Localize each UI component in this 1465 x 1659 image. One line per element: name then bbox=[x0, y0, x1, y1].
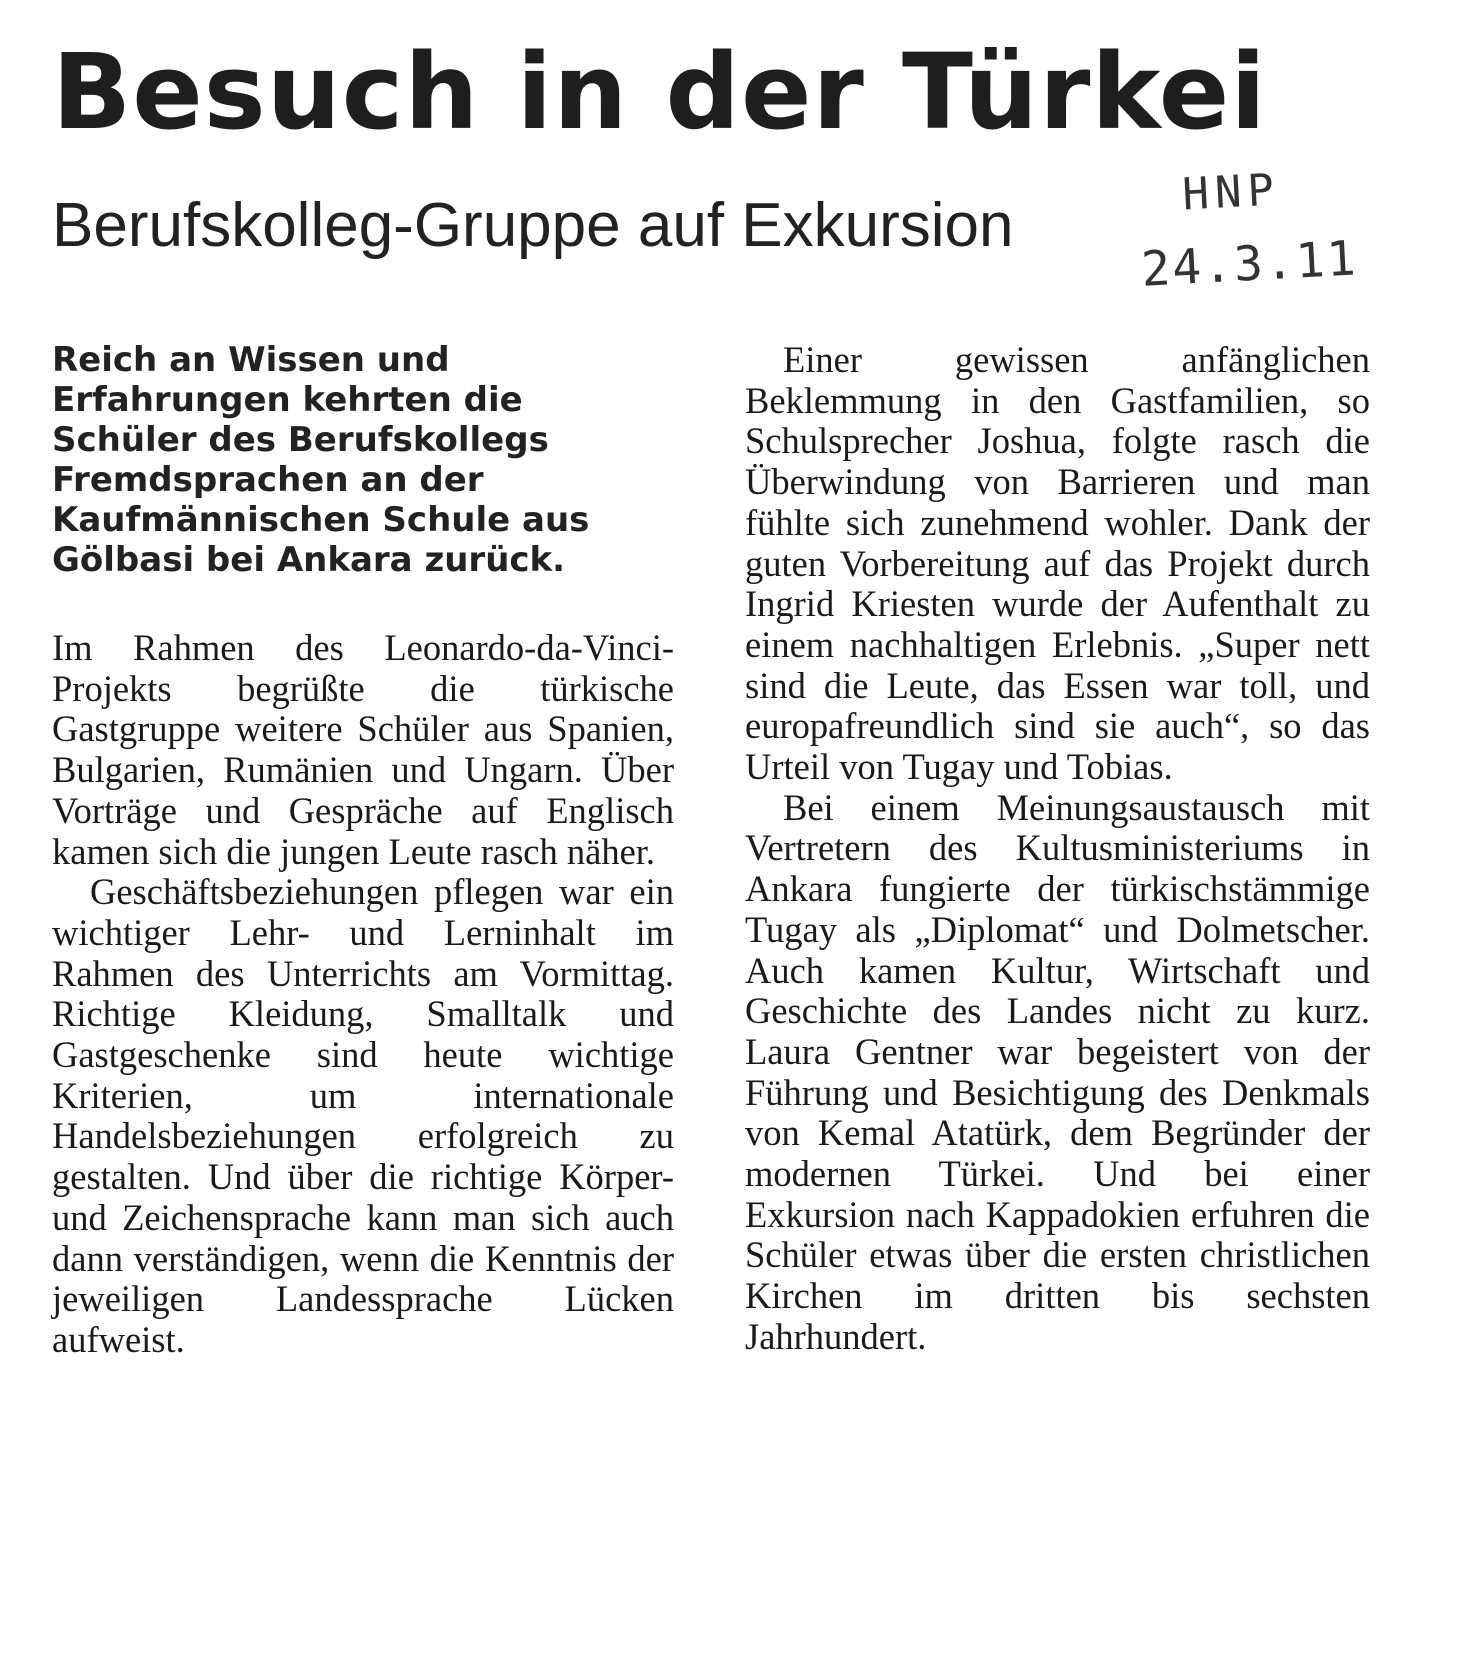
body-paragraph-2: Geschäftsbeziehungen pflegen war ein wichtiger Lehr- und Lerninhalt im Rahmen des Unterrichts am Vormittag. Richtige Kleidung, Smalltalk und Gastgeschenke sind heute wichtige Kriterien, um internationale Handelsbeziehungen erfolgreich zu gestalten. Und über die richtige Körper- und Zeichensprache kann man sich auch dann verständigen, wenn die Kenntnis der jeweiligen Landessprache Lücken aufweist. bbox=[52, 871, 674, 1360]
handwritten-date-stamp bbox=[1136, 158, 1403, 321]
lead-paragraph: Reich an Wissen und Erfahrungen kehrten die Schüler des Berufskollegs Fremdsprachen an der Kaufmännischen Schule aus Gölbasi bei Ankara zurück. bbox=[52, 340, 590, 580]
body-paragraph-3: Einer gewissen anfänglichen Beklemmung in den Gastfamilien, so Schulsprecher Joshua, folgte rasch die Überwindung von Barrieren und man fühlte sich zunehmend wohler. Dank der guten Vorbereitung auf das Projekt durch Ingrid Kriesten wurde der Aufenthalt zu einem nachhaltigen Erlebnis. „Super nett sind die Leute, das Essen war toll, und europafreundlich sind sie auch“, so das Urteil von Tugay und Tobias. bbox=[745, 339, 1370, 788]
subheadline: Berufskolleg-Gruppe auf Exkursion bbox=[52, 191, 1014, 260]
stamp-publication: HNP bbox=[1181, 164, 1282, 221]
body-paragraph-4: Bei einem Meinungsaustausch mit Vertretern des Kultusministeriums in Ankara fungierte der türkischstämmige Tugay als „Diplomat“ und Dolmetscher. Auch kamen Kultur, Wirtschaft und Geschichte des Landes nicht zu kurz. Laura Gentner war begeistert von der Führung und Besichtigung des Denkmals von Kemal Atatürk, dem Begründer der modernen Türkei. Und bei einer Exkursion nach Kappadokien erfuhren die Schüler etwas über die ersten christlichen Kirchen im dritten bis sechsten Jahrhundert. bbox=[745, 786, 1370, 1357]
article-column-left bbox=[52, 340, 674, 1361]
stamp-date: 24.3.11 bbox=[1139, 230, 1359, 298]
headline: Besuch in der Türkei bbox=[52, 31, 1267, 153]
article-column-right bbox=[745, 340, 1370, 1358]
body-paragraph-1: Im Rahmen des Leonardo-da-Vinci-Projekts begrüßte die türkische Gastgruppe weitere Schüler aus Spanien, Bulgarien, Rumänien und Ungarn. Über Vorträge und Gespräche auf Englisch kamen sich die jungen Leute rasch näher. bbox=[52, 627, 674, 872]
